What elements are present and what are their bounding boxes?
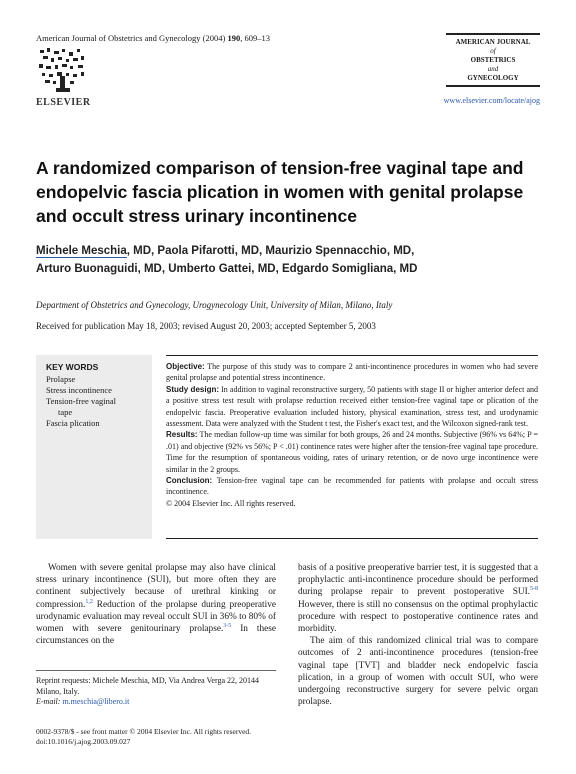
journal-url-link[interactable]: www.elsevier.com/locate/ajog xyxy=(443,96,540,105)
abstract xyxy=(166,355,538,539)
keywords-heading: KEY WORDS xyxy=(46,362,99,372)
journal-logo-box xyxy=(446,33,540,87)
journal-line-3: OBSTETRICS xyxy=(470,56,516,64)
doi-line: doi:10.1016/j.ajog.2003.09.027 xyxy=(36,737,131,746)
reference-link[interactable]: 3-5 xyxy=(223,622,232,629)
article-title: A randomized comparison of tension-free vaginal tape and endopelvic fascia plication in women with genital prolapse and occult stress urinary incontinence xyxy=(36,158,524,226)
body-paragraph: Women with severe genital prolapse may also have clinical stress urinary incontinence (SUI), but more often they are continent subjectively because of urethral kinking or compression.$^{1,2}$ Reduction of the prolapse during preoperative urodynamic evaluation may reveal occult SUI in 36% to 80% of women with severe genitourinary prolapse.$^{3-5}$ In these circumstances on the xyxy=(36,563,276,647)
author-list-line-2: Arturo Buonaguidi, MD, Umberto Gattei, MD, Edgardo Somigliana, MD xyxy=(36,263,418,275)
abstract-objective: Objective: The purpose of this study was to compare 2 anti-incontinence procedures in women who had severe genital prolapse and potential stress incontinence. xyxy=(166,362,538,383)
journal-line-4: and xyxy=(487,65,499,73)
keyword: Prolapse xyxy=(46,374,76,384)
citation-volume: 190 xyxy=(227,33,241,43)
author-list: Michele Meschia, MD, Paola Pifarotti, MD, Maurizio Spennacchio, MD, Arturo Buonaguidi, MD, Umberto Gattei, MD, Edgardo Somigliana, MD xyxy=(36,245,418,275)
elsevier-tree-logo xyxy=(36,46,90,104)
email-link[interactable]: m.meschia@libero.it xyxy=(60,697,130,706)
received-dates: Received for publication May 18, 2003; revised August 20, 2003; accepted September 5, 2003 xyxy=(36,321,376,331)
journal-line-5: GYNECOLOGY xyxy=(467,74,519,82)
journal-line-1: AMERICAN JOURNAL xyxy=(455,38,531,46)
first-author-link[interactable]: Michele Meschia xyxy=(36,245,127,257)
abstract-conclusion: Conclusion: Tension-free vaginal tape can be recommended for patients with prolapse and occult stress incontinence. xyxy=(166,476,538,497)
abstract-copyright: © 2004 Elsevier Inc. All rights reserved. xyxy=(166,498,296,508)
keyword: Fascia plication xyxy=(46,418,100,428)
body-paragraph: basis of a positive preoperative barrier test, it is suggested that a prophylactic anti-incontinence procedure should be performed during prolapse repair to prevent postoperative SUI.$^{5-8}$ However, there is still no consensus on the optimal prophylactic procedure with respect to postoperative continence rates and morbidity. xyxy=(298,563,538,635)
page-footer xyxy=(36,727,296,747)
journal-line-2: of xyxy=(490,47,496,55)
keyword: Stress incontinence xyxy=(46,385,112,395)
issn-line: 0002-9378/$ - see front matter © 2004 Elsevier Inc. All rights reserved. xyxy=(36,727,252,736)
reprint-requests: Reprint requests: Michele Meschia, MD, Via Andrea Verga 22, 20144 Milano, Italy. E-mail: m.meschia@libero.it xyxy=(36,670,276,708)
reference-link[interactable]: 5-8 xyxy=(530,586,538,593)
body-left-column xyxy=(36,562,276,647)
keyword: Tension-free vaginal xyxy=(46,396,116,406)
abstract-results: Results: The median follow-up time was similar for both groups, 26 and 24 months. Subjective (96% vs 64%; P = .01) and objective (92% vs 56%; P < .01) continence rates were higher after the tension-free vaginal tape procedure. Time for the resumption of spontaneous voiding, rates of urinary retention, or de novo urge incontinence were similar in the 2 groups. xyxy=(166,430,538,474)
journal-citation: American Journal of Obstetrics and Gynecology (2004) 190, 609–13 xyxy=(36,33,270,43)
reference-link[interactable]: 1,2 xyxy=(85,598,93,605)
keyword: tape xyxy=(58,407,73,417)
affiliation: Department of Obstetrics and Gynecology, Urogynecology Unit, University of Milan, Milano, Italy xyxy=(36,300,393,310)
publisher-name: ELSEVIER xyxy=(36,97,91,108)
keywords-box xyxy=(36,355,152,539)
body-paragraph: The aim of this randomized clinical trial was to compare outcomes of 2 anti-incontinence procedures (tension-free vaginal tape [TVT] and bladder neck endopelvic fascia plication, in a group of women with occult SUI, who were undergoing reconstructive surgery for severe pelvic organ prolapse. xyxy=(298,636,538,708)
body-right-column xyxy=(298,562,538,708)
abstract-design: Study design: In addition to vaginal reconstructive surgery, 50 patients with stage II or higher anterior defect and a positive stress test result with prolapse reduction received either tension-free vaginal tape or plication of the endopelvic fascia. Preoperative evaluation included history, physical examination, stress test, and urodynamic assessment. Data were analyzed with the Student t test, the Fisher's exact test, and the Wilcoxon signed-rank test. xyxy=(166,384,539,429)
